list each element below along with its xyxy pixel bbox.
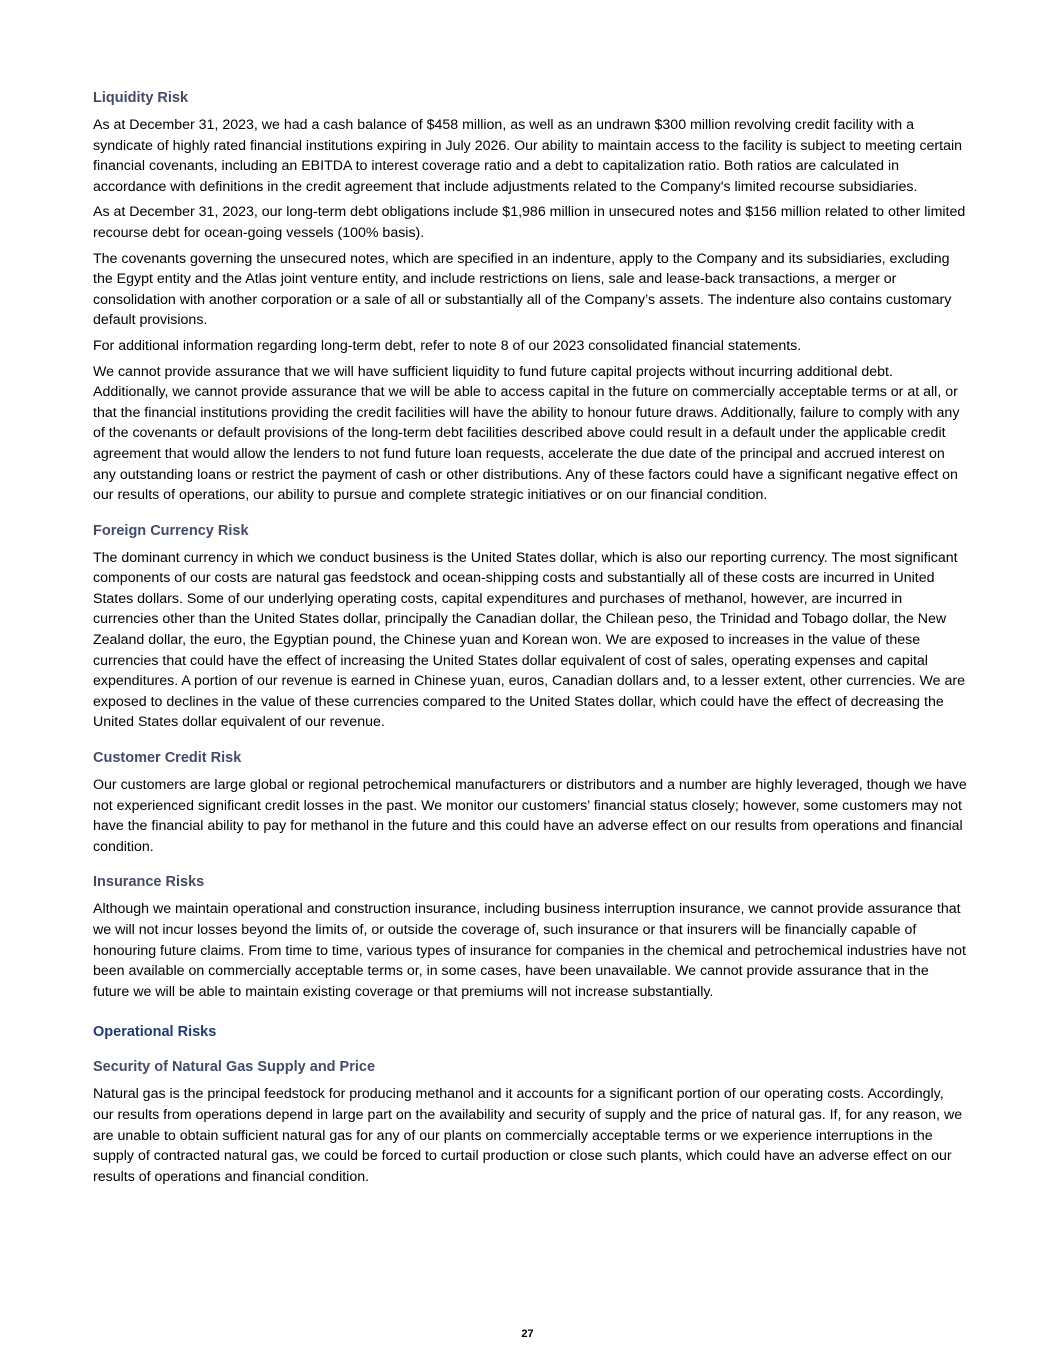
customer-credit-paragraph-1: Our customers are large global or regional petrochemical manufacturers or distributors and a number are highly leveraged, though we have not experienced significant credit losses in the past. We monitor our customers’ financial status closely; however, some customers may not have the financial ability to pay for methanol in the future and this could have an adverse effect on our results from operations and financial condition. [93,777,967,855]
operational-risks-heading: Operational Risks [93,1024,217,1041]
liquidity-paragraph-5: We cannot provide assurance that we will have sufficient liquidity to fund future capital projects without incurring additional debt. Additionally, we cannot provide assurance that we will be able to access capital in the future on commercially acceptable terms or at all, or that the financial institutions providing the credit facilities will have the ability to honour future draws. Additionally, failure to comply with any of the covenants or default provisions of the long-term debt facilities described above could result in a default under the applicable credit agreement that would allow the lenders to not fund future loan requests, accelerate the due date of the principal and accrued interest on any outstanding loans or restrict the payment of cash or other distributions. Any of these factors could have a significant negative effect on our results of operations, our ability to pursue and complete strategic initiatives or on our financial condition. [93,363,960,504]
insurance-risks-heading: Insurance Risks [93,874,205,891]
liquidity-paragraph-1: As at December 31, 2023, we had a cash balance of $458 million, as well as an undrawn $300 million revolving credit facility with a syndicate of highly rated financial institutions expiring in July 2026. Our ability to maintain access to the facility is subject to meeting certain financial covenants, including an EBITDA to interest coverage ratio and a debt to capitalization ratio. Both ratios are calculated in accordance with definitions in the credit agreement that include adjustments related to the Company's limited recourse subsidiaries. [93,117,963,195]
page-number: 27 [521,1328,534,1340]
document-body [93,88,968,1192]
foreign-currency-risk-heading: Foreign Currency Risk [93,522,249,539]
liquidity-risk-heading: Liquidity Risk [93,90,189,106]
insurance-paragraph-1: Although we maintain operational and construction insurance, including business interruption insurance, we cannot provide assurance that we will not incur losses beyond the limits of, or outside the coverage of, such insurance or that insurers will be financially capable of honouring future claims. From time to time, various types of insurance for companies in the chemical and petrochemical industries have not been available on commercially acceptable terms or, in some cases, have been unavailable. We cannot provide assurance that in the future we will be able to maintain existing coverage or that premiums will not increase substantially. [93,901,966,1000]
liquidity-paragraph-4: For additional information regarding long-term debt, refer to note 8 of our 2023 consolidated financial statements. [93,337,802,354]
customer-credit-risk-heading: Customer Credit Risk [93,750,242,767]
liquidity-paragraph-3: The covenants governing the unsecured notes, which are specified in an indenture, apply to the Company and its subsidiaries, excluding the Egypt entity and the Atlas joint venture entity, and include restrictions on liens, sale and lease-back transactions, a merger or consolidation with another corporation or a sale of all or substantially all of the Company’s assets. The indenture also contains customary default provisions. [93,250,952,329]
natural-gas-supply-heading: Security of Natural Gas Supply and Price [93,1059,376,1076]
liquidity-paragraph-2: As at December 31, 2023, our long-term debt obligations include $1,986 million in unsecured notes and $156 million related to other limited recourse debt for ocean-going vessels (100% basis). [93,204,966,241]
foreign-currency-paragraph-1: The dominant currency in which we conduct business is the United States dollar, which is also our reporting currency. The most significant components of our costs are natural gas feedstock and ocean-shipping costs and substantially all of these costs are incurred in United States dollars. Some of our underlying operating costs, capital expenditures and purchases of methanol, however, are incurred in currencies other than the United States dollar, principally the Canadian dollar, the Chilean peso, the Trinidad and Tobago dollar, the New Zealand dollar, the euro, the Egyptian pound, the Chinese yuan and Korean won. We are exposed to increases in the value of these currencies that could have the effect of increasing the United States dollar equivalent of cost of sales, operating expenses and capital expenditures. A portion of our revenue is earned in Chinese yuan, euros, Canadian dollars and, to a lesser extent, other currencies. We are exposed to declines in the value of these currencies compared to the United States dollar, which could have the effect of decreasing the United States dollar equivalent of our revenue. [93,549,965,731]
natural-gas-paragraph-1: Natural gas is the principal feedstock for producing methanol and it accounts for a significant portion of our operating costs. Accordingly, our results from operations depend in large part on the availability and security of supply and the price of natural gas. If, for any reason, we are unable to obtain sufficient natural gas for any of our plants on commercially acceptable terms or we experience interruptions in the supply of contracted natural gas, we could be forced to curtail production or close such plants, which could have an adverse effect on our results of operations and financial condition. [93,1086,963,1185]
